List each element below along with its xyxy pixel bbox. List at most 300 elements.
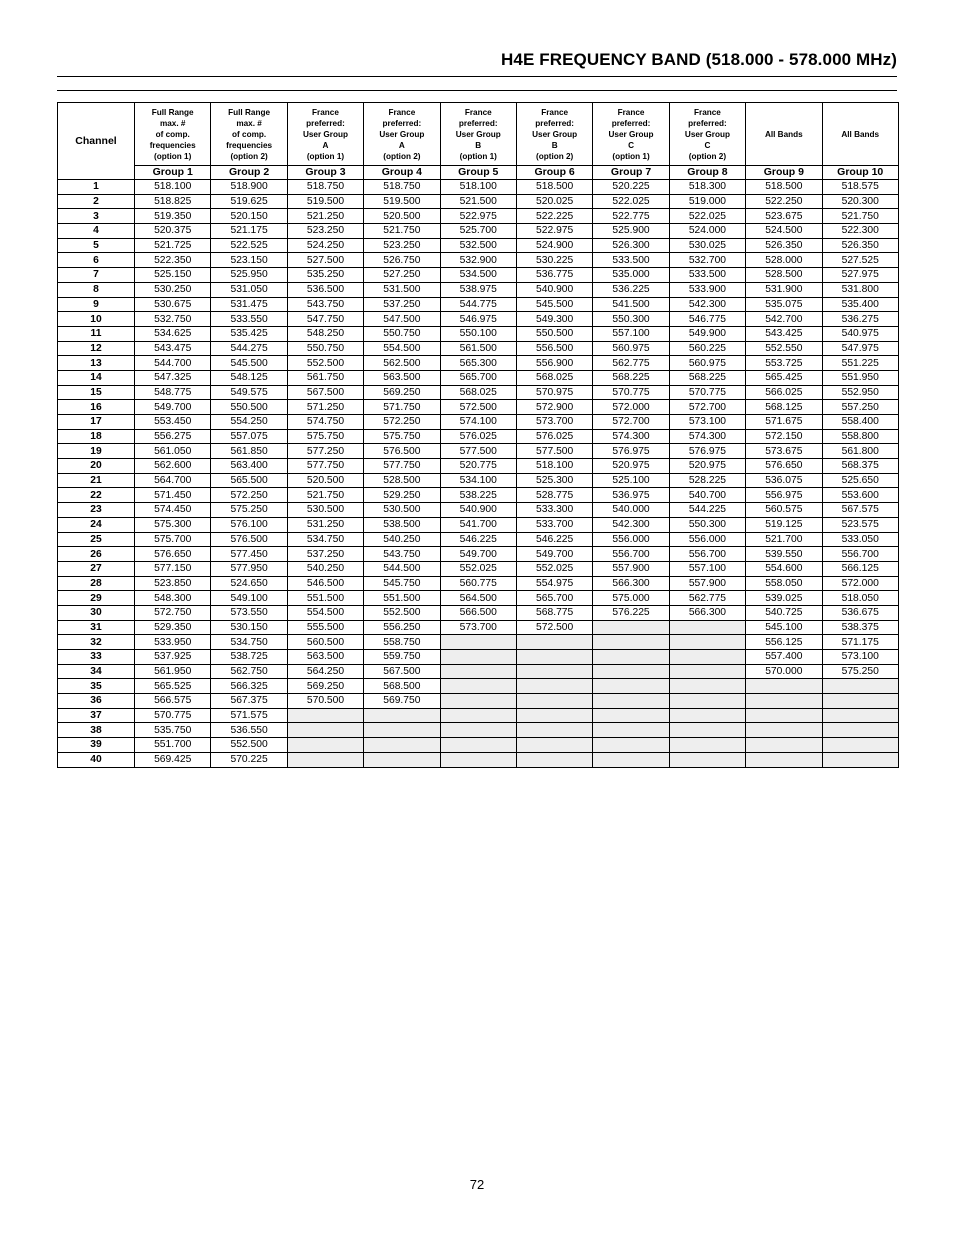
empty-cell — [287, 738, 363, 753]
frequency-cell: 525.700 — [440, 224, 516, 239]
header-line: User Group — [684, 129, 730, 139]
frequency-cell: 524.500 — [746, 224, 822, 239]
group-label: Group 1 — [135, 166, 211, 180]
frequency-cell: 527.500 — [287, 253, 363, 268]
frequency-cell: 574.100 — [440, 415, 516, 430]
channel-number: 18 — [58, 429, 135, 444]
frequency-cell: 541.700 — [440, 517, 516, 532]
frequency-cell: 525.100 — [593, 473, 669, 488]
frequency-cell: 556.700 — [593, 547, 669, 562]
frequency-cell: 554.250 — [211, 415, 287, 430]
empty-cell — [440, 738, 516, 753]
table-row — [58, 312, 899, 327]
header-line: preferred: — [306, 118, 345, 128]
frequency-cell: 571.175 — [822, 635, 898, 650]
channel-number: 23 — [58, 503, 135, 518]
empty-cell — [516, 694, 592, 709]
frequency-cell: 572.700 — [593, 415, 669, 430]
header-line: User Group — [455, 129, 501, 139]
frequency-cell: 573.100 — [669, 415, 745, 430]
frequency-cell: 522.025 — [669, 209, 745, 224]
frequency-cell: 566.575 — [135, 694, 211, 709]
frequency-cell: 531.050 — [211, 282, 287, 297]
header-line: User Group — [379, 129, 425, 139]
channel-number: 10 — [58, 312, 135, 327]
frequency-cell: 553.450 — [135, 415, 211, 430]
frequency-cell: 535.250 — [287, 268, 363, 283]
frequency-cell: 522.225 — [516, 209, 592, 224]
frequency-cell: 577.950 — [211, 561, 287, 576]
frequency-cell: 571.250 — [287, 400, 363, 415]
channel-number: 5 — [58, 238, 135, 253]
empty-cell — [516, 635, 592, 650]
frequency-cell: 573.700 — [440, 620, 516, 635]
table-row — [58, 473, 899, 488]
header-line: C — [628, 140, 634, 150]
frequency-cell: 558.050 — [746, 576, 822, 591]
frequency-cell: 560.975 — [669, 356, 745, 371]
frequency-cell: 519.500 — [287, 194, 363, 209]
header-line: All Bands — [841, 129, 880, 139]
frequency-cell: 572.150 — [746, 429, 822, 444]
channel-number: 4 — [58, 224, 135, 239]
frequency-cell: 518.575 — [822, 180, 898, 195]
frequency-cell: 576.975 — [669, 444, 745, 459]
frequency-cell: 538.500 — [364, 517, 440, 532]
frequency-cell: 565.500 — [211, 473, 287, 488]
frequency-cell: 524.000 — [669, 224, 745, 239]
frequency-cell: 544.700 — [135, 356, 211, 371]
frequency-cell: 551.500 — [287, 591, 363, 606]
frequency-cell: 544.275 — [211, 341, 287, 356]
table-row — [58, 400, 899, 415]
frequency-cell: 518.500 — [746, 180, 822, 195]
empty-cell — [516, 752, 592, 767]
frequency-cell: 521.725 — [135, 238, 211, 253]
frequency-cell: 526.350 — [746, 238, 822, 253]
frequency-cell: 547.750 — [287, 312, 363, 327]
empty-cell — [593, 708, 669, 723]
header-line: (option 1) — [306, 151, 345, 161]
empty-cell — [669, 664, 745, 679]
header-line: preferred: — [688, 118, 727, 128]
frequency-cell: 533.950 — [135, 635, 211, 650]
table-row — [58, 503, 899, 518]
frequency-cell: 536.775 — [516, 268, 592, 283]
empty-cell — [669, 650, 745, 665]
frequency-cell: 532.900 — [440, 253, 516, 268]
frequency-cell: 570.975 — [516, 385, 592, 400]
channel-number: 31 — [58, 620, 135, 635]
frequency-cell: 577.250 — [287, 444, 363, 459]
empty-cell — [593, 650, 669, 665]
frequency-cell: 522.525 — [211, 238, 287, 253]
header-line: preferred: — [535, 118, 574, 128]
frequency-cell: 519.000 — [669, 194, 745, 209]
frequency-cell: 575.750 — [287, 429, 363, 444]
frequency-cell: 527.525 — [822, 253, 898, 268]
frequency-cell: 548.250 — [287, 326, 363, 341]
empty-cell — [364, 752, 440, 767]
header-line: frequencies — [226, 140, 273, 150]
frequency-cell: 570.225 — [211, 752, 287, 767]
frequency-cell: 560.575 — [746, 503, 822, 518]
header-line: France — [541, 107, 569, 117]
frequency-cell: 519.625 — [211, 194, 287, 209]
empty-cell — [669, 752, 745, 767]
header-line: Full Range — [151, 107, 194, 117]
frequency-cell: 545.500 — [211, 356, 287, 371]
header-line: preferred: — [382, 118, 422, 128]
frequency-cell: 573.700 — [516, 415, 592, 430]
frequency-cell: 518.900 — [211, 180, 287, 195]
frequency-cell: 567.575 — [822, 503, 898, 518]
group-label-row — [58, 166, 899, 180]
header-line: France — [388, 107, 416, 117]
frequency-cell: 554.500 — [364, 341, 440, 356]
frequency-cell: 522.250 — [746, 194, 822, 209]
empty-cell — [593, 738, 669, 753]
frequency-cell: 532.750 — [135, 312, 211, 327]
frequency-cell: 565.425 — [746, 370, 822, 385]
frequency-cell: 576.650 — [746, 459, 822, 474]
frequency-cell: 572.750 — [135, 605, 211, 620]
frequency-cell: 577.450 — [211, 547, 287, 562]
header-line: France — [464, 107, 492, 117]
header-line: All Bands — [764, 129, 803, 139]
frequency-cell: 549.100 — [211, 591, 287, 606]
frequency-cell: 520.025 — [516, 194, 592, 209]
empty-cell — [440, 752, 516, 767]
frequency-cell: 521.175 — [211, 224, 287, 239]
channel-number: 12 — [58, 341, 135, 356]
frequency-cell: 557.400 — [746, 650, 822, 665]
frequency-cell: 521.750 — [364, 224, 440, 239]
column-description-row — [58, 103, 899, 166]
empty-cell — [287, 708, 363, 723]
frequency-cell: 556.700 — [669, 547, 745, 562]
channel-number: 34 — [58, 664, 135, 679]
frequency-cell: 520.500 — [287, 473, 363, 488]
frequency-cell: 530.500 — [364, 503, 440, 518]
header-line: C — [704, 140, 711, 150]
channel-number: 35 — [58, 679, 135, 694]
frequency-cell: 526.750 — [364, 253, 440, 268]
empty-cell — [746, 752, 822, 767]
frequency-cell: 556.250 — [364, 620, 440, 635]
frequency-cell: 570.000 — [746, 664, 822, 679]
frequency-table — [57, 102, 899, 768]
frequency-cell: 576.650 — [135, 547, 211, 562]
frequency-cell: 572.700 — [669, 400, 745, 415]
channel-number: 26 — [58, 547, 135, 562]
frequency-cell: 520.150 — [211, 209, 287, 224]
group-label: Group 2 — [211, 166, 287, 180]
header-line: of comp. — [155, 129, 190, 139]
frequency-cell: 535.750 — [135, 723, 211, 738]
header-line: France — [312, 107, 339, 117]
table-row — [58, 253, 899, 268]
frequency-cell: 561.850 — [211, 444, 287, 459]
frequency-cell: 565.300 — [440, 356, 516, 371]
frequency-cell: 521.700 — [746, 532, 822, 547]
frequency-cell: 528.775 — [516, 488, 592, 503]
frequency-cell: 531.250 — [287, 517, 363, 532]
frequency-cell: 558.750 — [364, 635, 440, 650]
channel-number: 19 — [58, 444, 135, 459]
frequency-cell: 529.250 — [364, 488, 440, 503]
frequency-cell: 526.300 — [593, 238, 669, 253]
frequency-cell: 523.675 — [746, 209, 822, 224]
header-line: frequencies — [149, 140, 196, 150]
header-line: A — [322, 140, 329, 150]
frequency-cell: 564.700 — [135, 473, 211, 488]
frequency-cell: 550.500 — [211, 400, 287, 415]
empty-cell — [669, 723, 745, 738]
frequency-cell: 575.000 — [593, 591, 669, 606]
frequency-cell: 541.500 — [593, 297, 669, 312]
frequency-cell: 523.575 — [822, 517, 898, 532]
frequency-cell: 552.550 — [746, 341, 822, 356]
frequency-cell: 535.400 — [822, 297, 898, 312]
empty-cell — [287, 723, 363, 738]
frequency-cell: 550.500 — [516, 326, 592, 341]
empty-cell — [440, 723, 516, 738]
frequency-cell: 523.150 — [211, 253, 287, 268]
table-row — [58, 635, 899, 650]
frequency-cell: 572.000 — [822, 576, 898, 591]
frequency-cell: 543.475 — [135, 341, 211, 356]
table-row — [58, 591, 899, 606]
frequency-cell: 553.600 — [822, 488, 898, 503]
frequency-cell: 567.500 — [287, 385, 363, 400]
frequency-cell: 570.500 — [287, 694, 363, 709]
frequency-cell: 574.750 — [287, 415, 363, 430]
frequency-cell: 523.250 — [287, 224, 363, 239]
frequency-cell: 566.325 — [211, 679, 287, 694]
empty-cell — [364, 723, 440, 738]
frequency-cell: 528.500 — [746, 268, 822, 283]
frequency-cell: 519.350 — [135, 209, 211, 224]
header-line: max. # — [159, 118, 186, 128]
frequency-cell: 530.225 — [516, 253, 592, 268]
frequency-cell: 577.750 — [287, 459, 363, 474]
empty-cell — [593, 694, 669, 709]
empty-cell — [593, 723, 669, 738]
empty-cell — [440, 708, 516, 723]
frequency-cell: 518.100 — [135, 180, 211, 195]
page-title: H4E FREQUENCY BAND (518.000 - 578.000 MHz) — [501, 50, 897, 69]
empty-cell — [440, 650, 516, 665]
empty-cell — [669, 620, 745, 635]
frequency-cell: 528.000 — [746, 253, 822, 268]
frequency-cell: 574.450 — [135, 503, 211, 518]
frequency-cell: 520.775 — [440, 459, 516, 474]
frequency-cell: 563.500 — [364, 370, 440, 385]
frequency-cell: 534.100 — [440, 473, 516, 488]
frequency-cell: 550.300 — [593, 312, 669, 327]
group-description-header — [669, 103, 745, 166]
table-row — [58, 459, 899, 474]
frequency-cell: 556.275 — [135, 429, 211, 444]
channel-number: 28 — [58, 576, 135, 591]
frequency-cell: 569.750 — [364, 694, 440, 709]
frequency-cell: 568.225 — [669, 370, 745, 385]
frequency-cell: 551.950 — [822, 370, 898, 385]
frequency-cell: 549.300 — [516, 312, 592, 327]
frequency-cell: 523.850 — [135, 576, 211, 591]
table-row — [58, 356, 899, 371]
frequency-cell: 525.300 — [516, 473, 592, 488]
table-row — [58, 385, 899, 400]
frequency-cell: 545.750 — [364, 576, 440, 591]
frequency-cell: 546.225 — [440, 532, 516, 547]
frequency-cell: 573.550 — [211, 605, 287, 620]
group-description-header — [364, 103, 440, 166]
frequency-cell: 538.975 — [440, 282, 516, 297]
empty-cell — [593, 752, 669, 767]
channel-number: 15 — [58, 385, 135, 400]
empty-cell — [516, 723, 592, 738]
channel-number: 9 — [58, 297, 135, 312]
frequency-cell: 544.500 — [364, 561, 440, 576]
frequency-cell: 540.900 — [516, 282, 592, 297]
frequency-cell: 543.750 — [287, 297, 363, 312]
frequency-cell: 566.500 — [440, 605, 516, 620]
channel-number: 2 — [58, 194, 135, 209]
frequency-cell: 577.500 — [440, 444, 516, 459]
frequency-cell: 563.500 — [287, 650, 363, 665]
frequency-cell: 566.125 — [822, 561, 898, 576]
frequency-cell: 557.100 — [593, 326, 669, 341]
frequency-cell: 518.750 — [364, 180, 440, 195]
channel-number: 7 — [58, 268, 135, 283]
frequency-cell: 568.125 — [746, 400, 822, 415]
empty-cell — [822, 723, 898, 738]
frequency-cell: 520.975 — [593, 459, 669, 474]
group-description-header — [593, 103, 669, 166]
frequency-cell: 562.750 — [211, 664, 287, 679]
frequency-cell: 533.900 — [669, 282, 745, 297]
frequency-cell: 570.775 — [135, 708, 211, 723]
table-row — [58, 679, 899, 694]
frequency-cell: 537.250 — [287, 547, 363, 562]
channel-number: 32 — [58, 635, 135, 650]
frequency-cell: 538.725 — [211, 650, 287, 665]
frequency-cell: 536.225 — [593, 282, 669, 297]
frequency-cell: 531.900 — [746, 282, 822, 297]
frequency-cell: 568.500 — [364, 679, 440, 694]
frequency-cell: 576.500 — [211, 532, 287, 547]
header-line: User Group — [608, 129, 654, 139]
frequency-cell: 540.250 — [364, 532, 440, 547]
frequency-cell: 566.025 — [746, 385, 822, 400]
frequency-cell: 574.300 — [669, 429, 745, 444]
frequency-cell: 575.250 — [211, 503, 287, 518]
frequency-cell: 533.550 — [211, 312, 287, 327]
frequency-cell: 572.000 — [593, 400, 669, 415]
table-row — [58, 415, 899, 430]
group-description-header — [211, 103, 287, 166]
frequency-cell: 536.500 — [287, 282, 363, 297]
header-line: (option 2) — [230, 151, 268, 161]
frequency-cell: 518.750 — [287, 180, 363, 195]
title-rule — [57, 76, 897, 77]
frequency-cell: 567.500 — [364, 664, 440, 679]
frequency-cell: 540.975 — [822, 326, 898, 341]
frequency-table-body — [58, 180, 899, 768]
table-row — [58, 282, 899, 297]
frequency-cell: 540.725 — [746, 605, 822, 620]
table-row — [58, 517, 899, 532]
frequency-cell: 557.900 — [669, 576, 745, 591]
frequency-cell: 555.500 — [287, 620, 363, 635]
empty-cell — [746, 679, 822, 694]
header-line: preferred: — [458, 118, 498, 128]
empty-cell — [746, 738, 822, 753]
frequency-cell: 560.225 — [669, 341, 745, 356]
frequency-cell: 525.950 — [211, 268, 287, 283]
frequency-cell: 562.775 — [593, 356, 669, 371]
table-row — [58, 326, 899, 341]
table-row — [58, 429, 899, 444]
empty-cell — [822, 752, 898, 767]
frequency-cell: 573.100 — [822, 650, 898, 665]
frequency-cell: 561.950 — [135, 664, 211, 679]
frequency-cell: 546.225 — [516, 532, 592, 547]
empty-cell — [440, 664, 516, 679]
frequency-cell: 518.100 — [440, 180, 516, 195]
frequency-cell: 556.975 — [746, 488, 822, 503]
channel-number: 36 — [58, 694, 135, 709]
frequency-cell: 525.650 — [822, 473, 898, 488]
header-line: France — [617, 107, 645, 117]
empty-cell — [516, 664, 592, 679]
frequency-cell: 546.775 — [669, 312, 745, 327]
frequency-cell: 556.000 — [669, 532, 745, 547]
frequency-cell: 521.250 — [287, 209, 363, 224]
empty-cell — [593, 664, 669, 679]
frequency-cell: 576.100 — [211, 517, 287, 532]
frequency-cell: 524.250 — [287, 238, 363, 253]
empty-cell — [364, 708, 440, 723]
channel-number: 13 — [58, 356, 135, 371]
frequency-cell: 543.425 — [746, 326, 822, 341]
frequency-cell: 565.700 — [516, 591, 592, 606]
frequency-cell: 544.225 — [669, 503, 745, 518]
frequency-cell: 574.300 — [593, 429, 669, 444]
frequency-cell: 522.025 — [593, 194, 669, 209]
frequency-cell: 538.225 — [440, 488, 516, 503]
frequency-cell: 534.750 — [287, 532, 363, 547]
table-row — [58, 532, 899, 547]
channel-number: 25 — [58, 532, 135, 547]
frequency-cell: 542.300 — [593, 517, 669, 532]
table-row — [58, 209, 899, 224]
frequency-cell: 572.250 — [364, 415, 440, 430]
frequency-cell: 540.700 — [669, 488, 745, 503]
frequency-cell: 569.250 — [364, 385, 440, 400]
channel-number: 39 — [58, 738, 135, 753]
frequency-cell: 549.700 — [440, 547, 516, 562]
frequency-cell: 533.300 — [516, 503, 592, 518]
empty-cell — [440, 635, 516, 650]
header-line: (option 1) — [612, 151, 650, 161]
table-row — [58, 444, 899, 459]
frequency-cell: 560.775 — [440, 576, 516, 591]
frequency-cell: 568.225 — [593, 370, 669, 385]
frequency-cell: 536.550 — [211, 723, 287, 738]
